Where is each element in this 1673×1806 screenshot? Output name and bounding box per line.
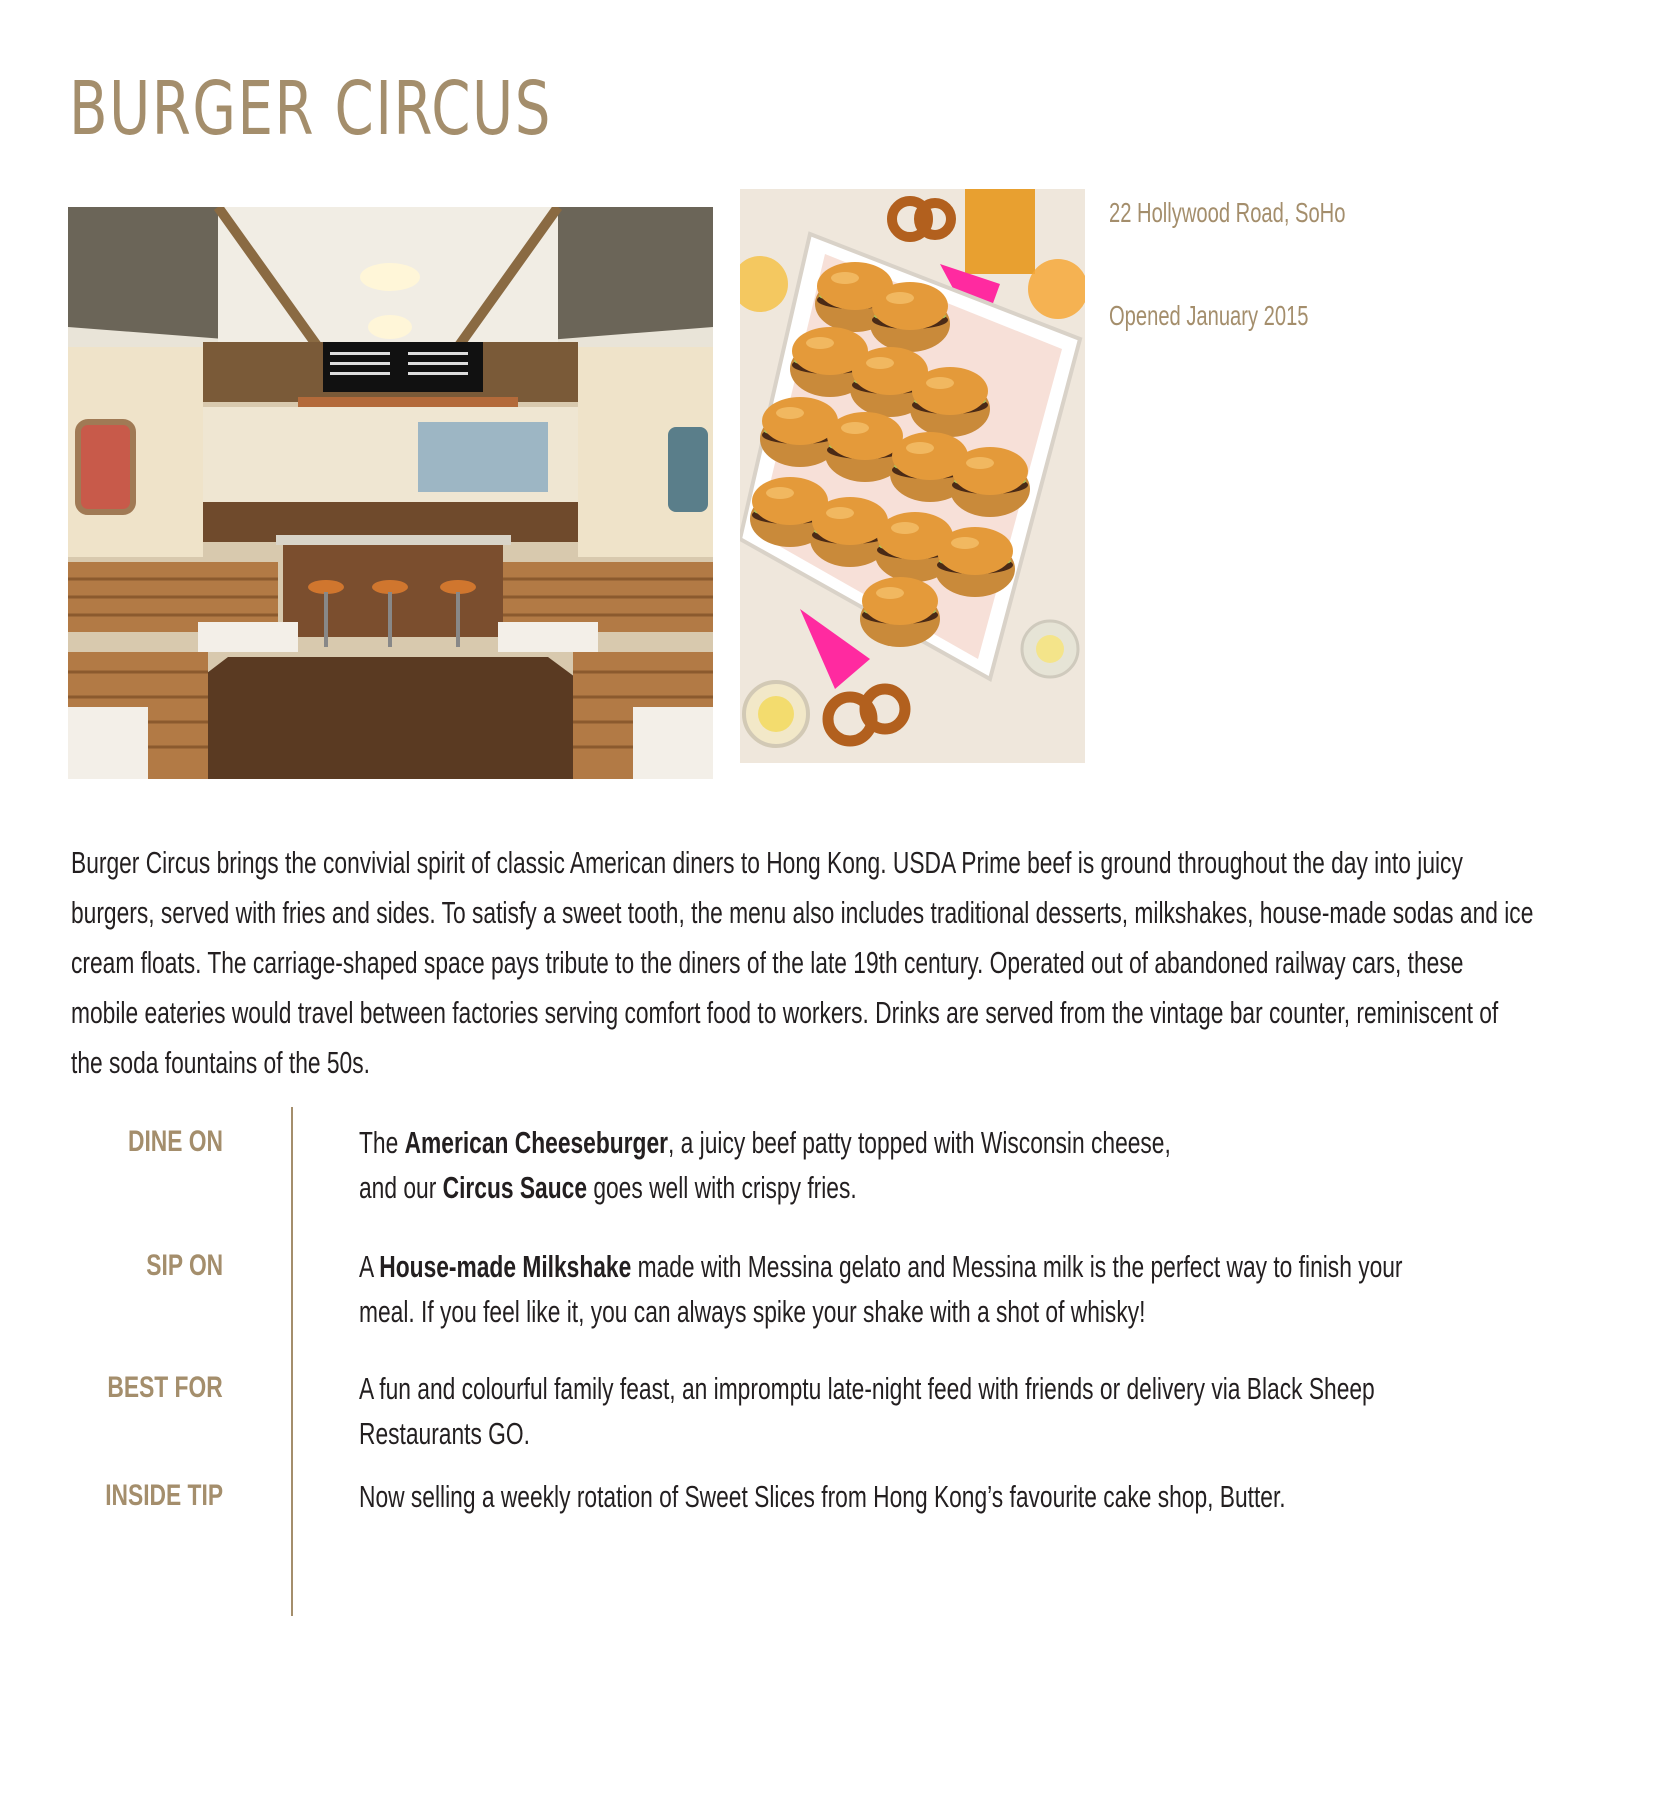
inside-tip-text: Now selling a weekly rotation of Sweet Slices from Hong Kong’s favourite cake shop, Butter. [359, 1479, 1286, 1514]
description: Burger Circus brings the convivial spirit of classic American diners to Hong Kong. USDA Prime beef is ground throughout the day into juicy burgers, served with fries and sides. To satisfy a sweet tooth, the menu also includes traditional desserts, milkshakes, house-made sodas and ice cream floats. The carriage-shaped space pays tribute to the diners of the late 19th century. Operated out of abandoned railway cars, these mobile eateries would travel between factories serving comfort food to workers. Drinks are served from the vintage bar counter, reminiscent of the soda fountains of the 50s. [71, 845, 1534, 1080]
sip-on-label: SIP ON [146, 1249, 223, 1282]
page-title: BURGER CIRCUS [69, 66, 552, 152]
burgers-photo [740, 189, 1085, 763]
divider-line [291, 1107, 293, 1616]
address: 22 Hollywood Road, SoHo [1109, 197, 1346, 228]
best-for-text: A fun and colourful family feast, an impromptu late-night feed with friends or delivery via Black Sheep Restaurants GO. [359, 1371, 1375, 1451]
dine-on-sauce: Circus Sauce [442, 1170, 587, 1205]
sip-on-highlight: House-made Milkshake [379, 1249, 632, 1284]
opening-date: Opened January 2015 [1109, 300, 1309, 331]
best-for-label: BEST FOR [107, 1371, 223, 1404]
sip-on-text: A House-made Milkshake made with Messina gelato and Messina milk is the perfect way to finish your meal. If you feel like it, you can always spike your shake with a shot of whisky! [359, 1249, 1403, 1329]
interior-photo [68, 207, 713, 779]
dine-on-text: The American Cheeseburger, a juicy beef patty topped with Wisconsin cheese, and our Circus Sauce goes well with crispy fries. [359, 1125, 1171, 1205]
dine-on-highlight: American Cheeseburger [404, 1125, 668, 1160]
dine-on-label: DINE ON [127, 1125, 223, 1158]
inside-tip-label: INSIDE TIP [105, 1479, 223, 1512]
